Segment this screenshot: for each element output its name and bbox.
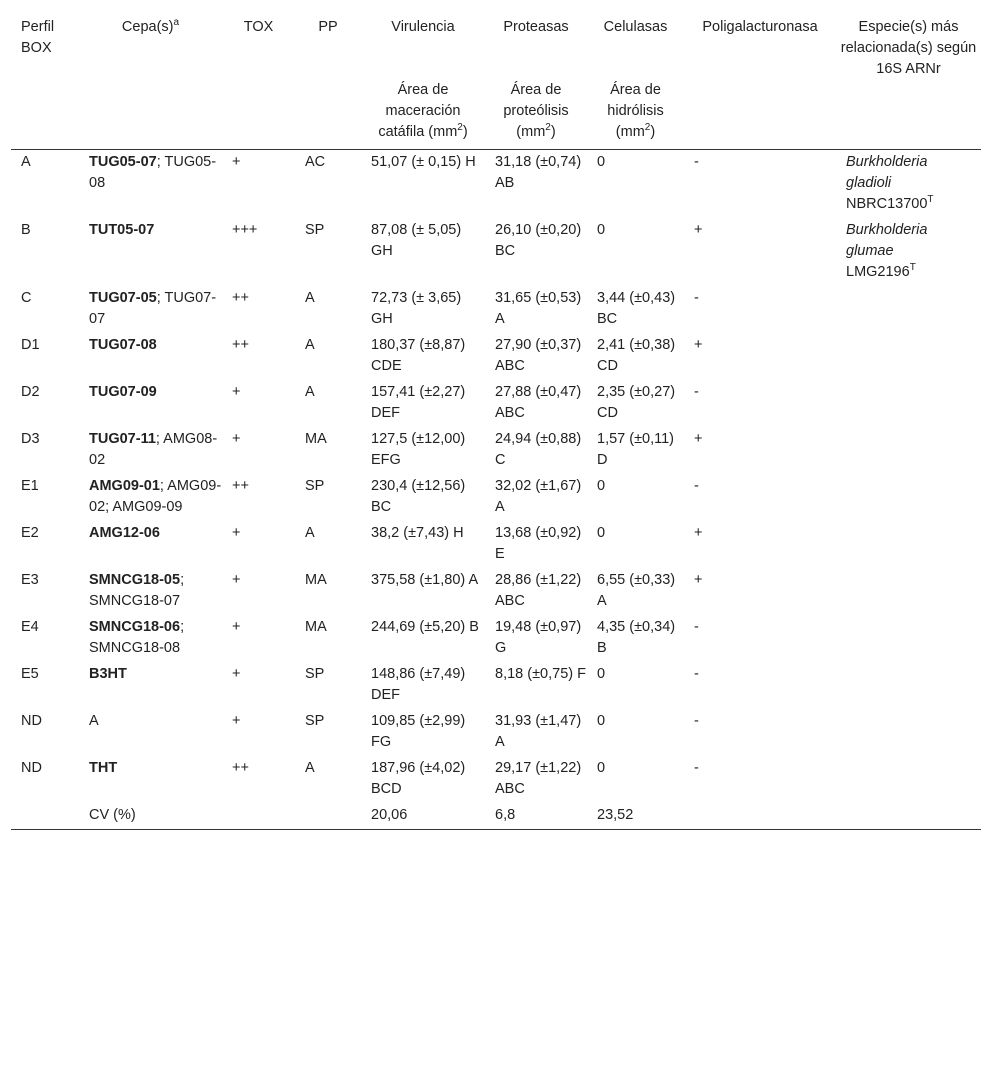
cell-especie [836, 661, 981, 708]
species-strain: LMG2196 [846, 264, 910, 280]
cell-proteasas: 32,02 (±1,67) A [495, 478, 582, 515]
col-especies: Especie(s) más relacionada(s) según 16S ARNr [840, 19, 977, 77]
table-row [11, 332, 981, 379]
cell-cepas [79, 426, 222, 473]
table-row [11, 473, 981, 520]
cell-tox: +++ [232, 222, 258, 238]
cell-virulencia: 87,08 (± 5,05) GH [371, 222, 462, 259]
cell-celulasas: 6,55 (±0,33) A [597, 572, 676, 609]
cell-perfil: C [21, 290, 32, 306]
col-poligalacturonasa: Poligalacturonasa [702, 19, 818, 35]
cell-especie [836, 473, 981, 520]
cell-pp: SP [305, 478, 325, 494]
cell-pp: MA [305, 572, 327, 588]
cell-especie [836, 217, 981, 285]
cell-cepas [79, 150, 222, 218]
cell-pp: A [305, 760, 315, 776]
cell-tox: + [232, 666, 241, 682]
cell-poligalacturonasa: - [694, 290, 699, 306]
cell-tox: ++ [232, 478, 249, 494]
cell-virulencia: 187,96 (±4,02) BCD [371, 760, 466, 797]
cepa-primary: AMG09-01 [89, 478, 160, 494]
cell-especie [836, 755, 981, 802]
virulencia-unit: Área de maceración catáfila $(mm^2)$ [361, 80, 485, 150]
col-perfil-box: Perfil BOX [21, 19, 55, 56]
cell-cepas [79, 217, 222, 285]
cell-perfil: ND [21, 760, 42, 776]
cepa-others: ; SMNCG18-07 [89, 572, 185, 609]
cell-pp: SP [305, 666, 325, 682]
cv-label: CV (%) [79, 802, 222, 830]
cell-pp: AC [305, 154, 326, 170]
cell-proteasas: 31,18 (±0,74) AB [495, 154, 582, 191]
cell-tox: + [232, 431, 241, 447]
cell-tox: + [232, 619, 241, 635]
cepa-others: A [89, 713, 99, 729]
cv-virulencia: 20,06 [361, 802, 485, 830]
cepa-others: ; AMG09-02; AMG09-09 [89, 478, 222, 515]
table-body [11, 150, 981, 830]
cell-proteasas: 24,94 (±0,88) C [495, 431, 582, 468]
cell-perfil: ND [21, 713, 42, 729]
cepa-primary: AMG12-06 [89, 525, 160, 541]
cell-poligalacturonasa: + [694, 222, 703, 238]
cell-tox: + [232, 384, 241, 400]
col-pp: PP [318, 19, 338, 35]
cell-especie [836, 426, 981, 473]
cell-perfil: D3 [21, 431, 40, 447]
cell-celulasas: 0 [597, 713, 606, 729]
cepa-primary: TUT05-07 [89, 222, 155, 238]
cv-row [11, 802, 981, 830]
cell-perfil: A [21, 154, 31, 170]
cell-perfil: E2 [21, 525, 39, 541]
cell-virulencia: 375,58 (±1,80) A [371, 572, 479, 588]
col-celulasas: Celulasas [603, 19, 668, 35]
cell-celulasas: 0 [597, 478, 606, 494]
cell-celulasas: 0 [597, 154, 606, 170]
cell-poligalacturonasa: - [694, 713, 699, 729]
cell-especie [836, 379, 981, 426]
cell-poligalacturonasa: + [694, 337, 703, 353]
cepa-primary: SMNCG18-05 [89, 572, 181, 588]
cell-proteasas: 31,93 (±1,47) A [495, 713, 582, 750]
cell-cepas [79, 285, 222, 332]
cell-virulencia: 109,85 (±2,99) FG [371, 713, 466, 750]
cell-tox: + [232, 154, 241, 170]
cell-pp: SP [305, 713, 325, 729]
cell-especie [836, 285, 981, 332]
cell-poligalacturonasa: - [694, 384, 699, 400]
cell-tox: ++ [232, 290, 249, 306]
cell-tox: + [232, 713, 241, 729]
header-row [11, 9, 981, 80]
species-epithet: glumae [846, 243, 894, 259]
table-row [11, 755, 981, 802]
cell-virulencia: 38,2 (±7,43) H [371, 525, 464, 541]
cell-cepas [79, 614, 222, 661]
table-row [11, 379, 981, 426]
cell-proteasas: 27,90 (±0,37) ABC [495, 337, 582, 374]
cell-perfil: D1 [21, 337, 40, 353]
cell-virulencia: 127,5 (±12,00) EFG [371, 431, 466, 468]
cell-celulasas: 4,35 (±0,34) B [597, 619, 676, 656]
cell-perfil: E4 [21, 619, 39, 635]
species-strain: NBRC13700 [846, 196, 928, 212]
cell-tox: ++ [232, 337, 249, 353]
cell-virulencia: 72,73 (± 3,65) GH [371, 290, 462, 327]
species-genus: Burkholderia [846, 154, 928, 170]
col-virulencia: Virulencia [391, 19, 455, 35]
cell-pp: MA [305, 619, 327, 635]
table-row [11, 567, 981, 614]
cell-virulencia: 51,07 (± 0,15) H [371, 154, 476, 170]
species-genus: Burkholderia [846, 222, 928, 238]
cell-celulasas: 0 [597, 666, 606, 682]
table-row [11, 661, 981, 708]
col-cepas-label: Cepa(s) [121, 19, 174, 35]
cepa-primary: SMNCG18-06 [89, 619, 181, 635]
cv-celulasas: 23,52 [587, 802, 684, 830]
species-epithet: gladioli [846, 175, 892, 191]
cell-tox: + [232, 525, 241, 541]
cell-celulasas: 3,44 (±0,43) BC [597, 290, 676, 327]
cell-proteasas: 19,48 (±0,97) G [495, 619, 582, 656]
celulasas-unit: Área de hidrólisis $(mm^2)$ [587, 80, 684, 150]
table-row [11, 614, 981, 661]
cepa-others: ; TUG05-08 [89, 154, 217, 191]
cell-proteasas: 27,88 (±0,47) ABC [495, 384, 582, 421]
cell-celulasas: 2,35 (±0,27) CD [597, 384, 676, 421]
cell-virulencia: 230,4 (±12,56) BC [371, 478, 466, 515]
cepa-primary: TUG07-05 [89, 290, 157, 306]
cell-perfil: E5 [21, 666, 39, 682]
col-cepas [79, 9, 222, 80]
cell-pp: A [305, 290, 315, 306]
cell-poligalacturonasa: - [694, 619, 699, 635]
cepa-primary: TUG07-11 [89, 431, 156, 447]
cell-poligalacturonasa: - [694, 760, 699, 776]
type-strain-mark: T [927, 194, 934, 206]
cell-proteasas: 13,68 (±0,92) E [495, 525, 582, 562]
cell-poligalacturonasa: - [694, 154, 699, 170]
cell-poligalacturonasa: + [694, 431, 703, 447]
cell-celulasas: 2,41 (±0,38) CD [597, 337, 676, 374]
table-row [11, 150, 981, 218]
cell-poligalacturonasa: + [694, 572, 703, 588]
cell-proteasas: 8,18 (±0,75) F [495, 666, 586, 682]
header-subrow [11, 80, 981, 150]
cell-celulasas: 0 [597, 760, 606, 776]
cell-tox: ++ [232, 760, 249, 776]
cell-poligalacturonasa: - [694, 478, 699, 494]
cell-virulencia: 157,41 (±2,27) DEF [371, 384, 466, 421]
cell-cepas [79, 473, 222, 520]
cepa-others: ; AMG08-02 [89, 431, 218, 468]
cepa-primary: B3HT [89, 666, 127, 682]
cell-poligalacturonasa: - [694, 666, 699, 682]
cell-pp: A [305, 525, 315, 541]
col-tox: TOX [243, 19, 274, 35]
cell-celulasas: 0 [597, 525, 606, 541]
cell-perfil: E3 [21, 572, 39, 588]
cepa-primary: TUG05-07 [89, 154, 157, 170]
col-proteasas: Proteasas [503, 19, 569, 35]
type-strain-mark: T [909, 262, 916, 274]
cell-cepas [79, 567, 222, 614]
table-row [11, 285, 981, 332]
cell-celulasas: 0 [597, 222, 606, 238]
cepa-primary: THT [89, 760, 118, 776]
cell-pp: SP [305, 222, 325, 238]
cell-proteasas: 29,17 (±1,22) ABC [495, 760, 582, 797]
cepa-others: ; TUG07-07 [89, 290, 217, 327]
col-cepas-footnote: a [173, 17, 180, 29]
cell-cepas [79, 520, 222, 567]
cell-poligalacturonasa: + [694, 525, 703, 541]
cell-cepas [79, 755, 222, 802]
table-row [11, 217, 981, 285]
cell-especie [836, 708, 981, 755]
cell-pp: A [305, 384, 315, 400]
cepa-primary: TUG07-08 [89, 337, 157, 353]
table-container [11, 9, 981, 830]
cell-especie [836, 614, 981, 661]
cepa-primary: TUG07-09 [89, 384, 157, 400]
cell-perfil: E1 [21, 478, 39, 494]
cell-especie [836, 150, 981, 218]
cell-especie [836, 520, 981, 567]
cell-proteasas: 31,65 (±0,53) A [495, 290, 582, 327]
cepa-others: ; SMNCG18-08 [89, 619, 185, 656]
cell-cepas [79, 332, 222, 379]
table-row [11, 520, 981, 567]
proteasas-unit: Área de proteólisis $(mm^2)$ [485, 80, 587, 150]
cell-perfil: D2 [21, 384, 40, 400]
cell-cepas [79, 379, 222, 426]
cell-especie [836, 332, 981, 379]
cell-pp: MA [305, 431, 327, 447]
cell-cepas [79, 708, 222, 755]
cell-tox: + [232, 572, 241, 588]
cell-virulencia: 244,69 (±5,20) B [371, 619, 479, 635]
cell-virulencia: 148,86 (±7,49) DEF [371, 666, 466, 703]
cell-celulasas: 1,57 (±0,11) D [597, 431, 675, 468]
cell-proteasas: 28,86 (±1,22) ABC [495, 572, 582, 609]
table-row [11, 708, 981, 755]
cell-cepas [79, 661, 222, 708]
cell-perfil: B [21, 222, 31, 238]
cell-virulencia: 180,37 (±8,87) CDE [371, 337, 466, 374]
data-table [11, 9, 981, 830]
cell-especie [836, 567, 981, 614]
cv-proteasas: 6,8 [485, 802, 587, 830]
cell-proteasas: 26,10 (±0,20) BC [495, 222, 582, 259]
cell-pp: A [305, 337, 315, 353]
table-row [11, 426, 981, 473]
